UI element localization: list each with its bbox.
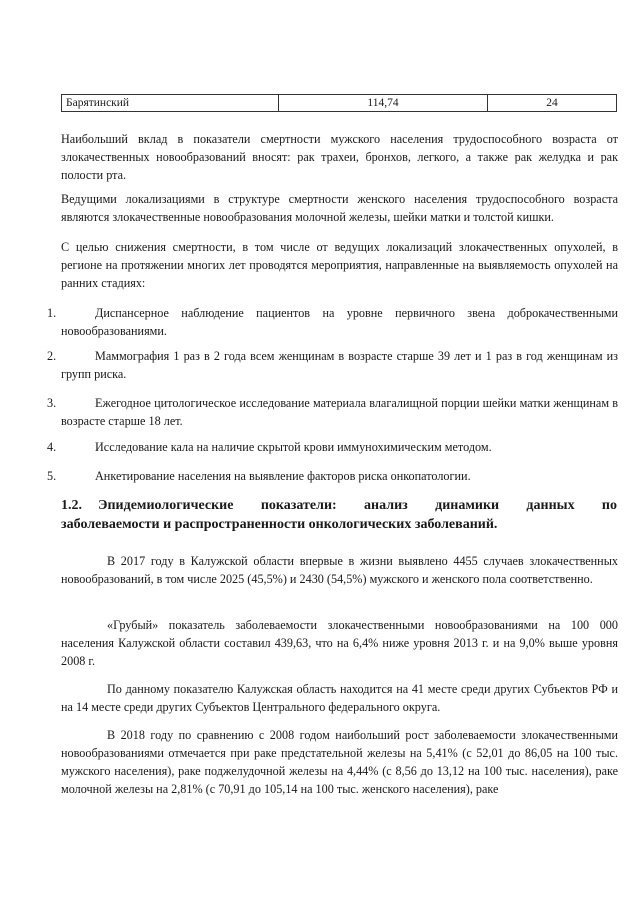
list-item <box>61 394 618 430</box>
list-item <box>61 347 618 383</box>
paragraph-male-mortality: Наибольший вклад в показатели смертности мужского населения трудоспособного возраста от злокачественных новообразований вносят: рак трахеи, бронхов, легкого, а также рак желудка и рак полости рта. <box>61 132 618 182</box>
table-cell-district: Барятинский <box>62 95 279 112</box>
paragraph-text: По данному показателю Калужская область находится на 41 месте среди других Субъектов РФ и на 14 месте среди других Субъектов Центрального федерального округа. <box>61 682 618 714</box>
paragraph-ranking <box>61 680 618 716</box>
list-item-text: Анкетирование населения на выявление факторов риска онкопатологии. <box>95 469 471 483</box>
list-item-text: Диспансерное наблюдение пациентов на уровне первичного звена доброкачественными новообразованиями. <box>61 306 618 338</box>
list-item <box>61 438 618 456</box>
paragraph-measures: С целью снижения смертности, в том числе от ведущих локализаций злокачественных опухолей, в регионе на протяжении многих лет проводятся мероприятия, направленные на выявляемость опухолей на ранних стадиях: <box>61 240 618 290</box>
mortality-table <box>61 94 617 112</box>
list-item-text: Исследование кала на наличие скрытой крови иммунохимическим методом. <box>95 440 492 454</box>
table-cell-rank: 24 <box>488 95 617 112</box>
paragraph-cases-2017 <box>61 552 618 588</box>
table-row <box>62 95 617 112</box>
section-title-line2: заболеваемости и распространенности онкологических заболеваний. <box>61 517 498 532</box>
paragraph-crude-rate <box>61 616 618 670</box>
list-item-text: Маммография 1 раз в 2 года всем женщинам в возрасте старше 39 лет и 1 раз в год женщинам из групп риска. <box>61 349 618 381</box>
paragraph-text: «Грубый» показатель заболеваемости злокачественными новообразованиями на 100 000 населения Калужской области составил 439,63, что на 6,4% ниже уровня 2013 г. и на 9,0% выше уровня 2008 г. <box>61 618 618 668</box>
paragraph-growth-2018 <box>61 726 618 798</box>
table-cell-value: 114,74 <box>279 95 488 112</box>
list-item-text: Ежегодное цитологическое исследование материала влагалищной порции шейки матки женщинам в возрасте старше 18 лет. <box>61 396 618 428</box>
list-item-number: 5. <box>47 469 57 483</box>
list-item-number: 2. <box>47 349 57 363</box>
section-number: 1.2. <box>61 498 82 513</box>
paragraph-female-mortality: Ведущими локализациями в структуре смертности женского населения трудоспособного возраста являются злокачественные новообразования молочной железы, шейки матки и толстой кишки. <box>61 192 618 224</box>
list-item <box>61 467 618 485</box>
section-title-line1: Эпидемиологические показатели: анализ динамики данных по <box>98 498 617 513</box>
list-item-number: 4. <box>47 440 57 454</box>
paragraph-text: В 2018 году по сравнению с 2008 годом наибольший рост заболеваемости злокачественными новообразованиями отмечается при раке предстательной железы на 5,41% (с 52,01 до 86,05 на 100 тыс. мужского населения), раке поджелудочной железы на 4,44% (с 8,56 до 13,12 на 100 тыс. населения), раке молочной железы на 2,81% (с 70,91 до 105,14 на 100 тыс. женского населения), раке <box>61 728 618 796</box>
list-item-number: 3. <box>47 396 57 410</box>
list-item <box>61 304 618 340</box>
list-item-number: 1. <box>47 306 57 320</box>
paragraph-text: В 2017 году в Калужской области впервые в жизни выявлено 4455 случаев злокачественных новообразований, в том числе 2025 (45,5%) и 2430 (54,5%) мужского и женского пола соответственно. <box>61 554 618 586</box>
